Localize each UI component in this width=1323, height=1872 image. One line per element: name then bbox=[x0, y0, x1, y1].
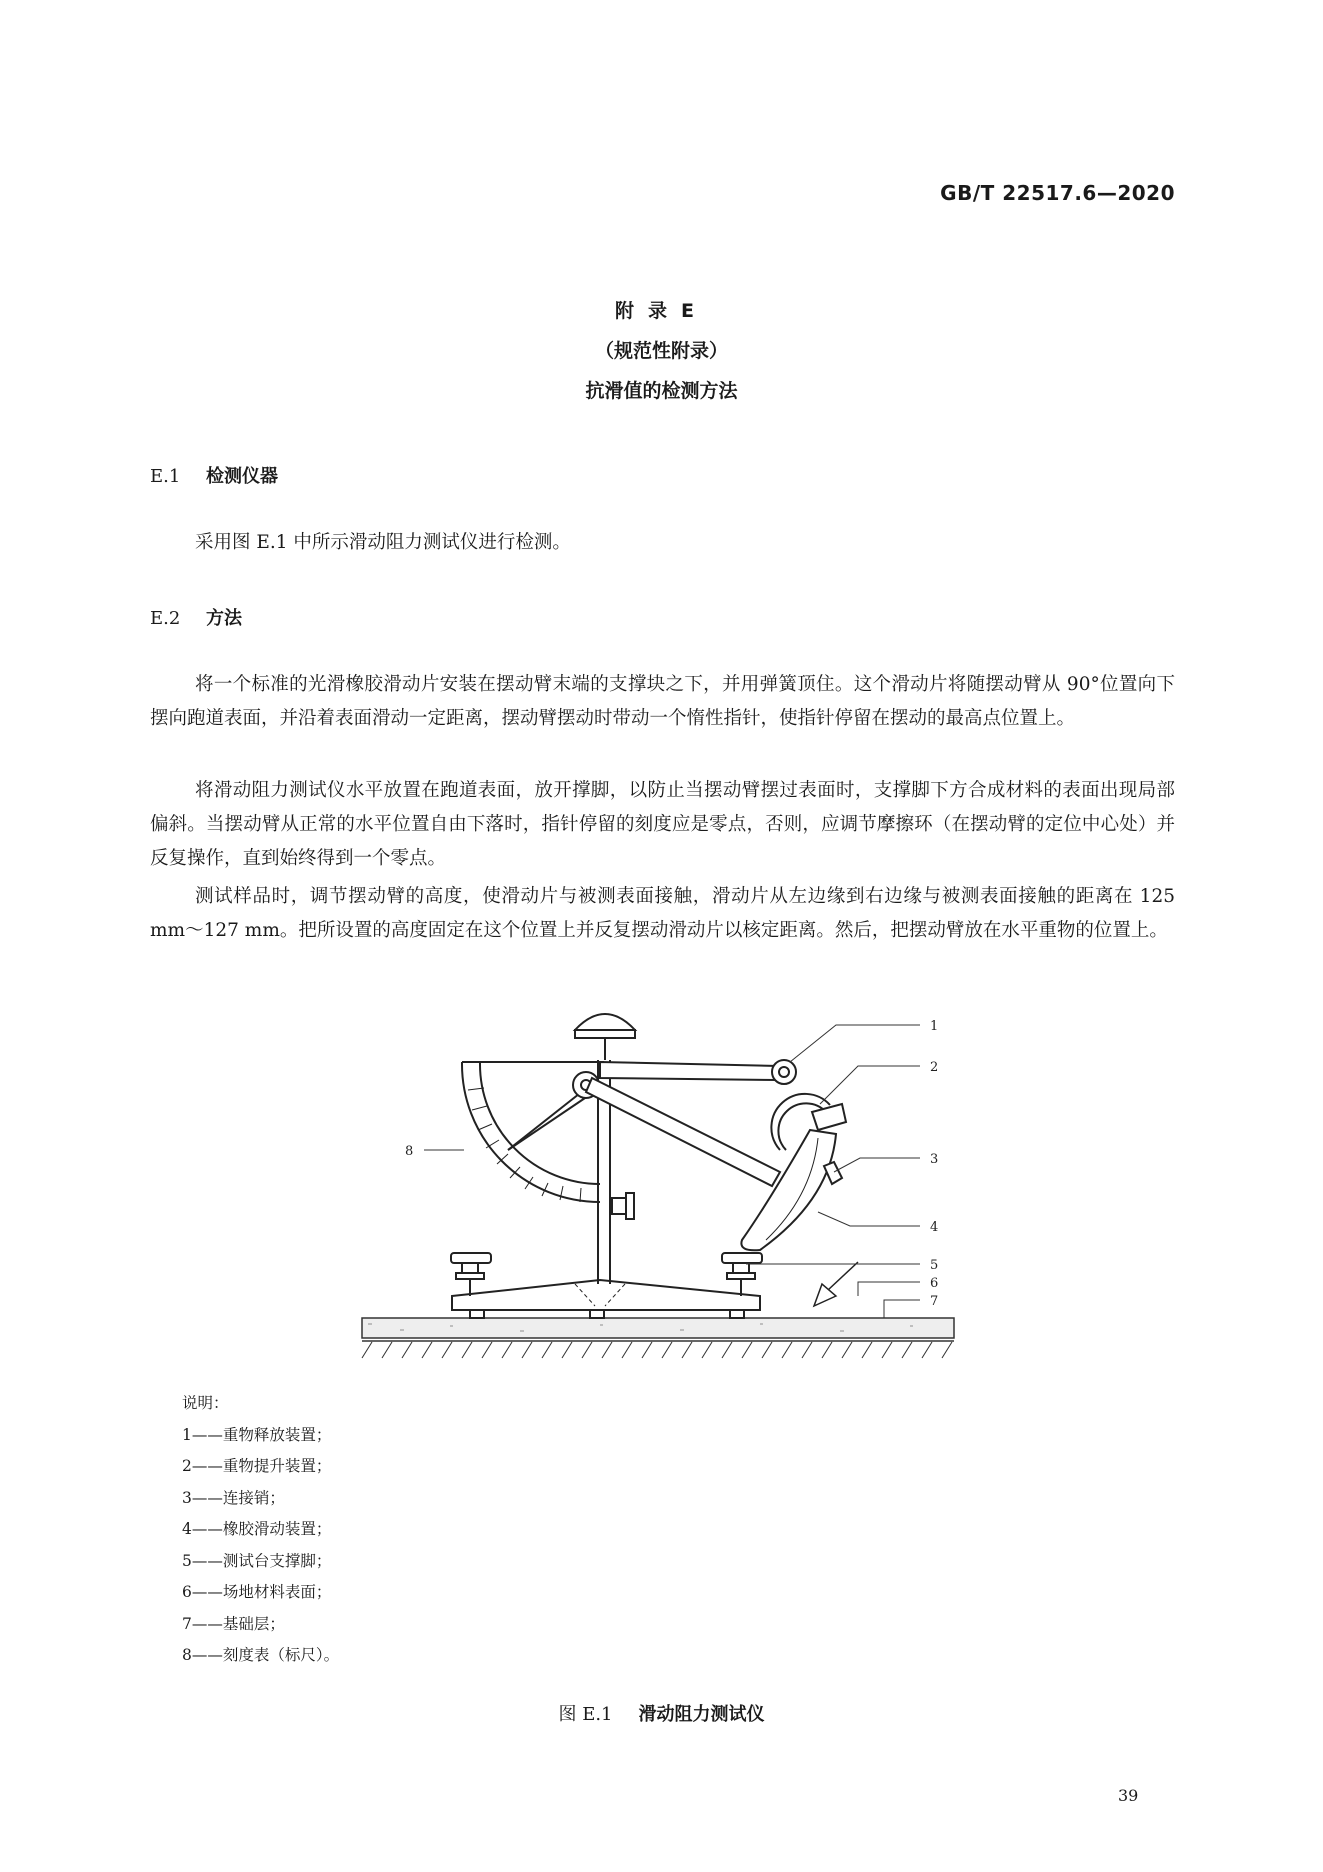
base-platform bbox=[452, 1280, 760, 1318]
callout-number: 7 bbox=[930, 1294, 939, 1309]
standard-number: GB/T 22517.6—2020 bbox=[940, 181, 1175, 205]
page-number: 39 bbox=[1118, 1786, 1139, 1805]
paragraph: 采用图 E.1 中所示滑动阻力测试仪进行检测。 bbox=[195, 532, 571, 553]
callout-number: 2 bbox=[930, 1060, 939, 1075]
callout-number: 8 bbox=[405, 1144, 414, 1159]
section-number: E.2 bbox=[150, 608, 181, 629]
legend-item: 7——基础层； bbox=[182, 1614, 285, 1633]
callout-number: 3 bbox=[930, 1152, 939, 1167]
legend-item: 2——重物提升装置； bbox=[182, 1457, 332, 1475]
legend-item: 5——测试台支撑脚； bbox=[182, 1551, 332, 1570]
callout-number: 6 bbox=[930, 1276, 939, 1291]
callout-number: 4 bbox=[930, 1220, 939, 1235]
figure-caption bbox=[0, 1700, 1323, 1726]
callout-number: 5 bbox=[930, 1258, 939, 1273]
paragraph: 将滑动阻力测试仪水平放置在跑道表面，放开撑脚，以防止当摆动臂摆过表面时，支撑脚下方合成材料的表面出现局部偏斜。当摆动臂从正常的水平位置自由下落时，指针停留的刻度应是零点，否则，应调节摩擦环（在摆动臂的定位中心处）并反复操作，直到始终得到一个零点。 bbox=[150, 780, 1175, 869]
ground-layers bbox=[362, 1318, 954, 1358]
paragraph: 测试样品时，调节摆动臂的高度，使滑动片与被测表面接触，滑动片从左边缘到右边缘与被测表面接触的距离在 125 mm～127 mm。把所设置的高度固定在这个位置上并反复摆动滑动片以核定距离。然后，把摆动臂放在水平重物的位置上。 bbox=[150, 886, 1175, 941]
callout-number: 1 bbox=[930, 1019, 939, 1034]
pivot-and-pointer bbox=[508, 1072, 599, 1150]
legend-item: 4——橡胶滑动装置； bbox=[182, 1520, 332, 1538]
appendix-name: 抗滑值的检测方法 bbox=[585, 380, 738, 402]
section-title: 检测仪器 bbox=[206, 466, 278, 487]
legend-title: 说明： bbox=[182, 1394, 229, 1412]
legend-item: 8——刻度表（标尺）。 bbox=[182, 1646, 340, 1664]
appendix-subtitle: （规范性附录） bbox=[594, 340, 728, 362]
swing-direction-arrow bbox=[814, 1262, 858, 1306]
pendulum-arm bbox=[586, 1078, 780, 1186]
section-title: 方法 bbox=[206, 608, 242, 629]
rubber-slider bbox=[741, 1130, 842, 1250]
figure-number: 图 E.1 bbox=[558, 1704, 613, 1725]
support-foot-right bbox=[722, 1253, 762, 1296]
section-number: E.1 bbox=[150, 466, 181, 487]
release-arm bbox=[600, 1060, 796, 1084]
appendix-title: 附录E bbox=[615, 300, 708, 322]
support-foot-left bbox=[451, 1253, 491, 1296]
legend-item: 1——重物释放装置； bbox=[182, 1425, 332, 1444]
paragraph: 将一个标准的光滑橡胶滑动片安装在摆动臂末端的支撑块之下，并用弹簧顶住。这个滑动片将随摆动臂从 90°位置向下摆向跑道表面，并沿着表面滑动一定距离，摆动臂摆动时带动一个惰性指针，使指针停留在摆动的最高点位置上。 bbox=[150, 674, 1175, 729]
top-knob bbox=[575, 1014, 635, 1060]
figure-legend bbox=[182, 1388, 339, 1672]
figure-title: 滑动阻力测试仪 bbox=[638, 1704, 765, 1725]
legend-item: 6——场地材料表面； bbox=[182, 1583, 332, 1601]
legend-item: 3——连接销； bbox=[182, 1488, 285, 1507]
